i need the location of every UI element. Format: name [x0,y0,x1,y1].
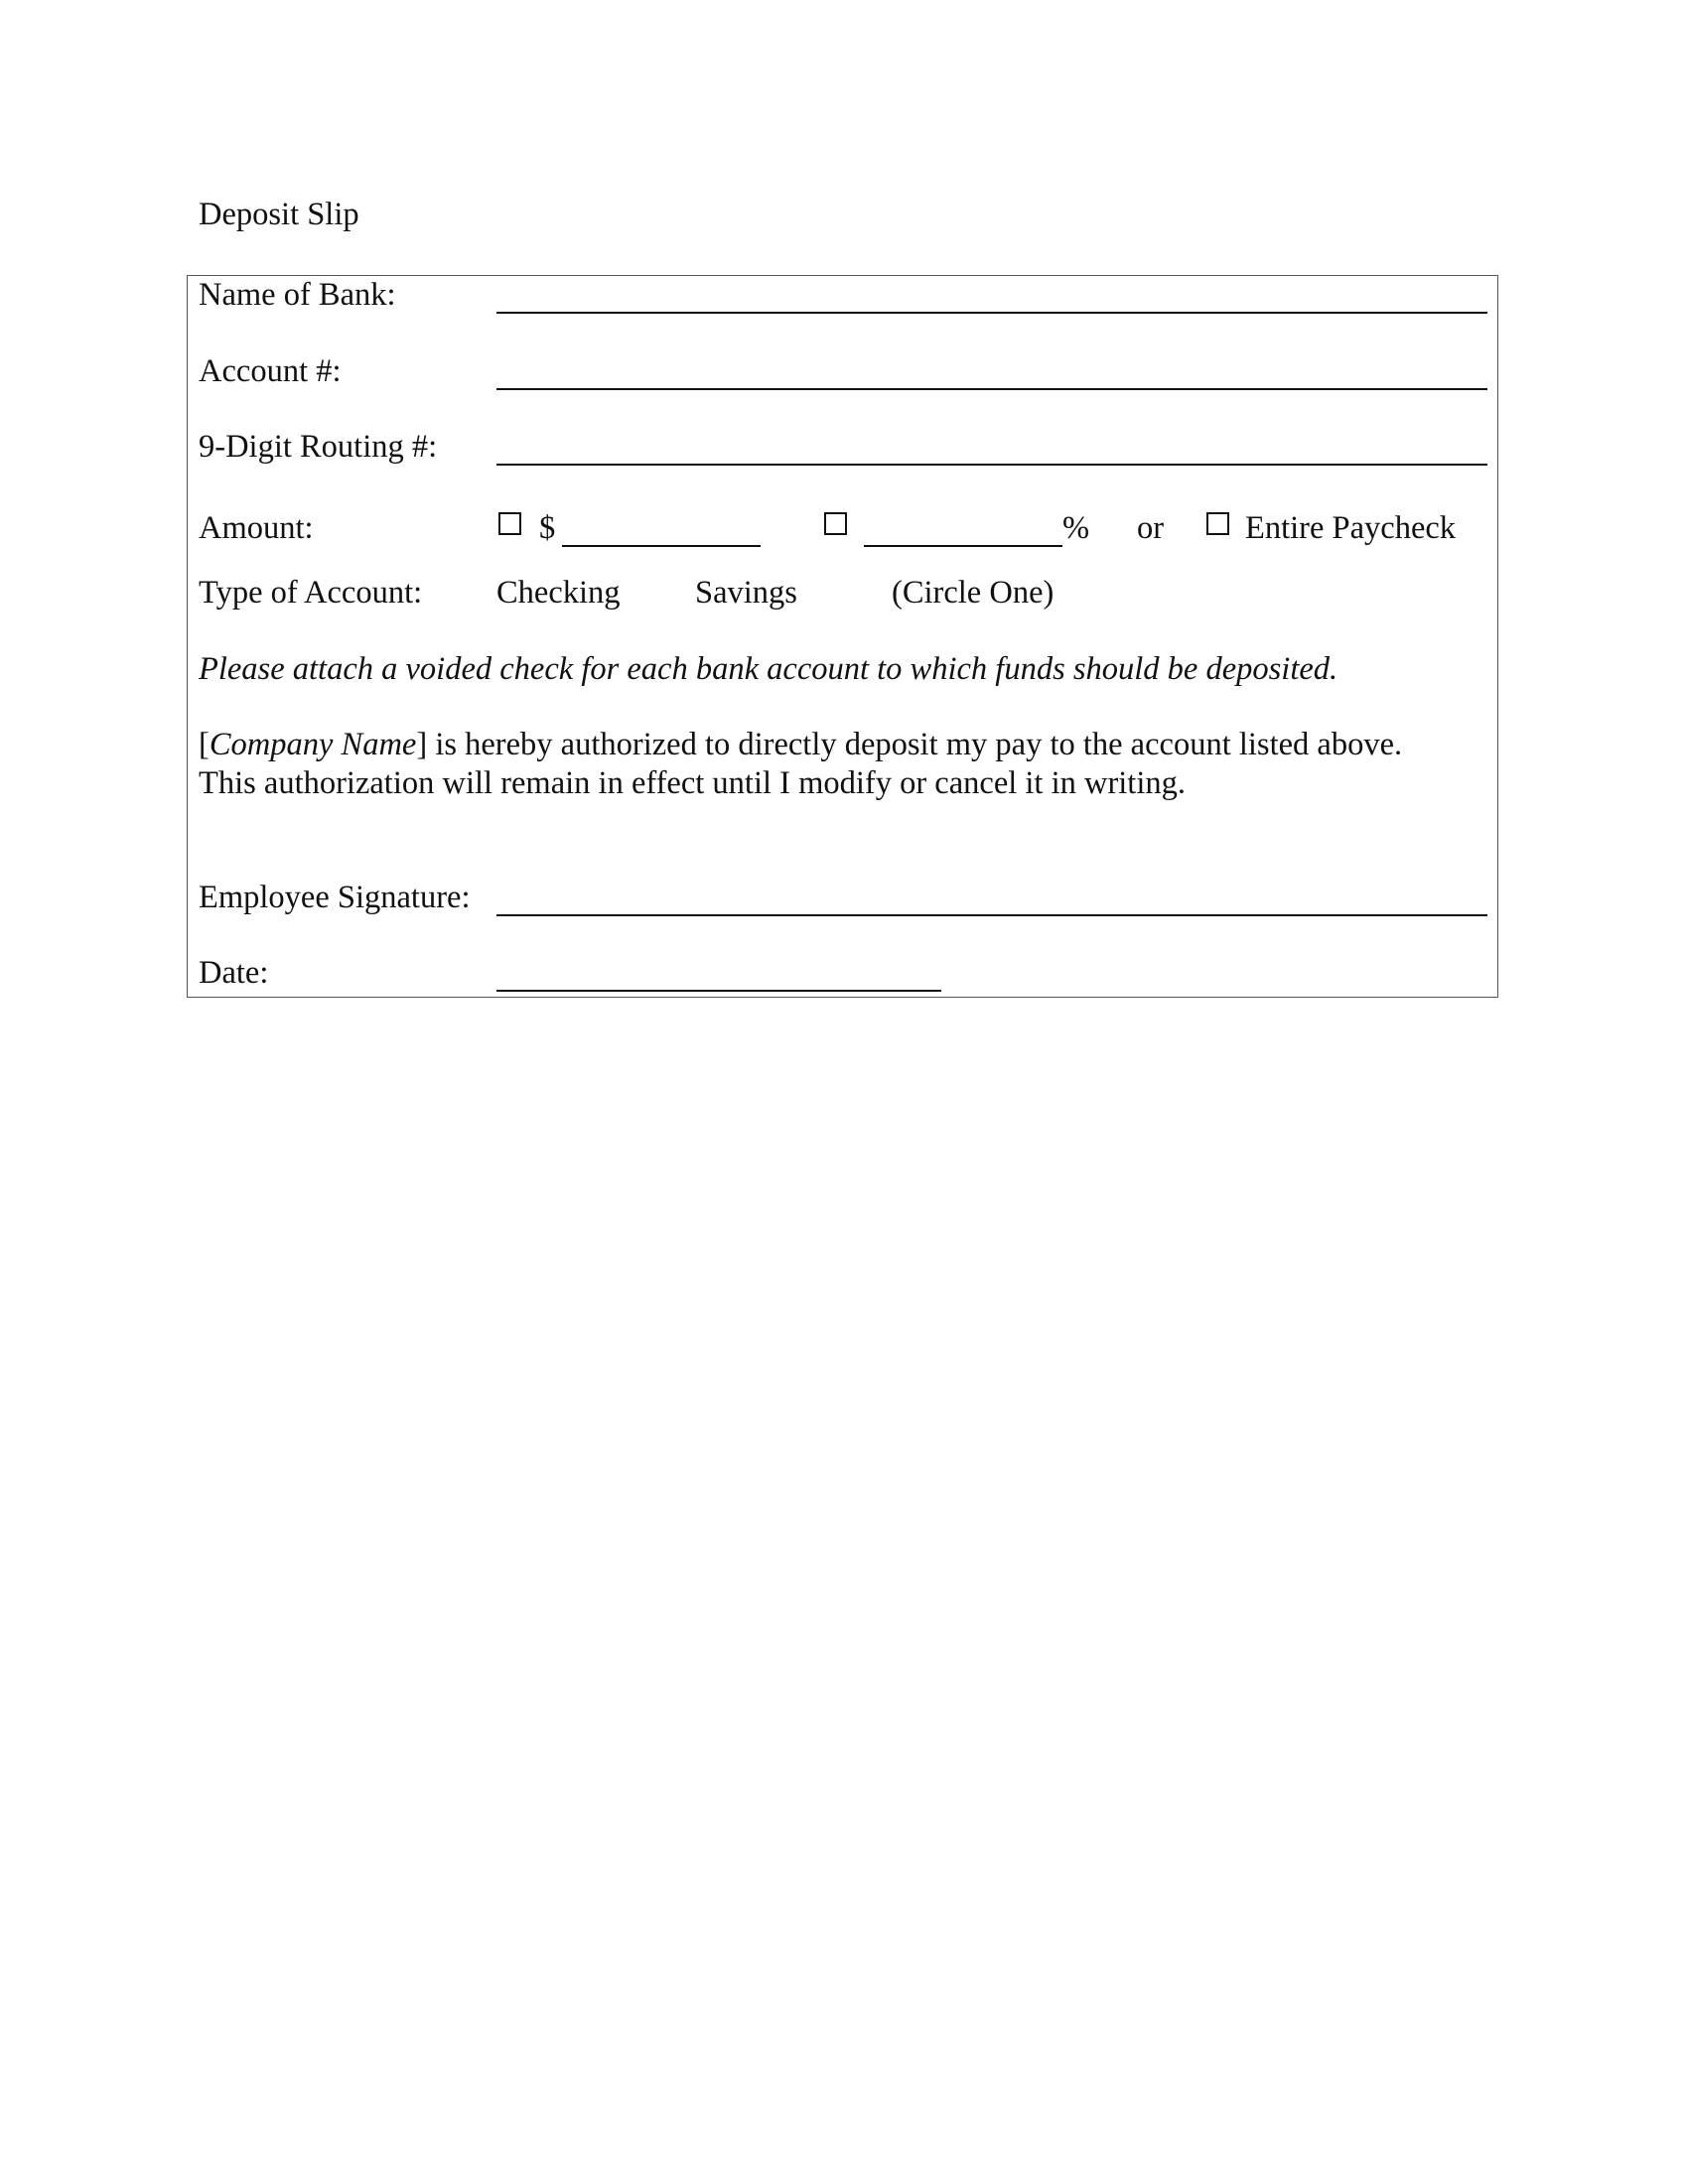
bank-name-field[interactable] [496,312,1487,314]
authorization-text: is hereby authorized to directly deposit my pay to the account listed above. [427,727,1403,762]
dollar-amount-checkbox[interactable] [498,512,521,535]
entire-paycheck-label: Entire Paycheck [1245,510,1457,546]
authorization-line-1 [199,725,1402,764]
account-number-label: Account #: [199,353,342,389]
dollar-sign: $ [539,510,556,546]
checking-option[interactable]: Checking [496,575,621,611]
bank-name-label: Name of Bank: [199,277,396,313]
dollar-amount-field[interactable] [562,545,761,547]
savings-option[interactable]: Savings [695,575,797,611]
account-number-field[interactable] [496,388,1487,390]
amount-label: Amount: [199,510,314,546]
percent-amount-checkbox[interactable] [824,512,847,535]
routing-number-field[interactable] [496,464,1487,466]
percent-sign: % [1062,510,1090,546]
or-text: or [1137,510,1165,546]
date-label: Date: [199,955,269,991]
voided-check-notice: Please attach a voided check for each bank account to which funds should be deposited. [199,651,1338,687]
company-name-placeholder: Company Name [209,727,417,762]
signature-field[interactable] [496,914,1487,916]
routing-number-label: 9-Digit Routing #: [199,429,438,465]
bracket-close: ] [416,727,428,762]
account-type-label: Type of Account: [199,575,423,611]
signature-label: Employee Signature: [199,880,471,915]
page-title: Deposit Slip [199,197,359,232]
entire-paycheck-checkbox[interactable] [1206,512,1229,535]
percent-amount-field[interactable] [864,545,1062,547]
authorization-line-2: This authorization will remain in effect until I modify or cancel it in writing. [199,765,1186,801]
circle-one-note: (Circle One) [892,575,1055,611]
date-field[interactable] [496,990,941,992]
bracket-open: [ [199,727,210,762]
